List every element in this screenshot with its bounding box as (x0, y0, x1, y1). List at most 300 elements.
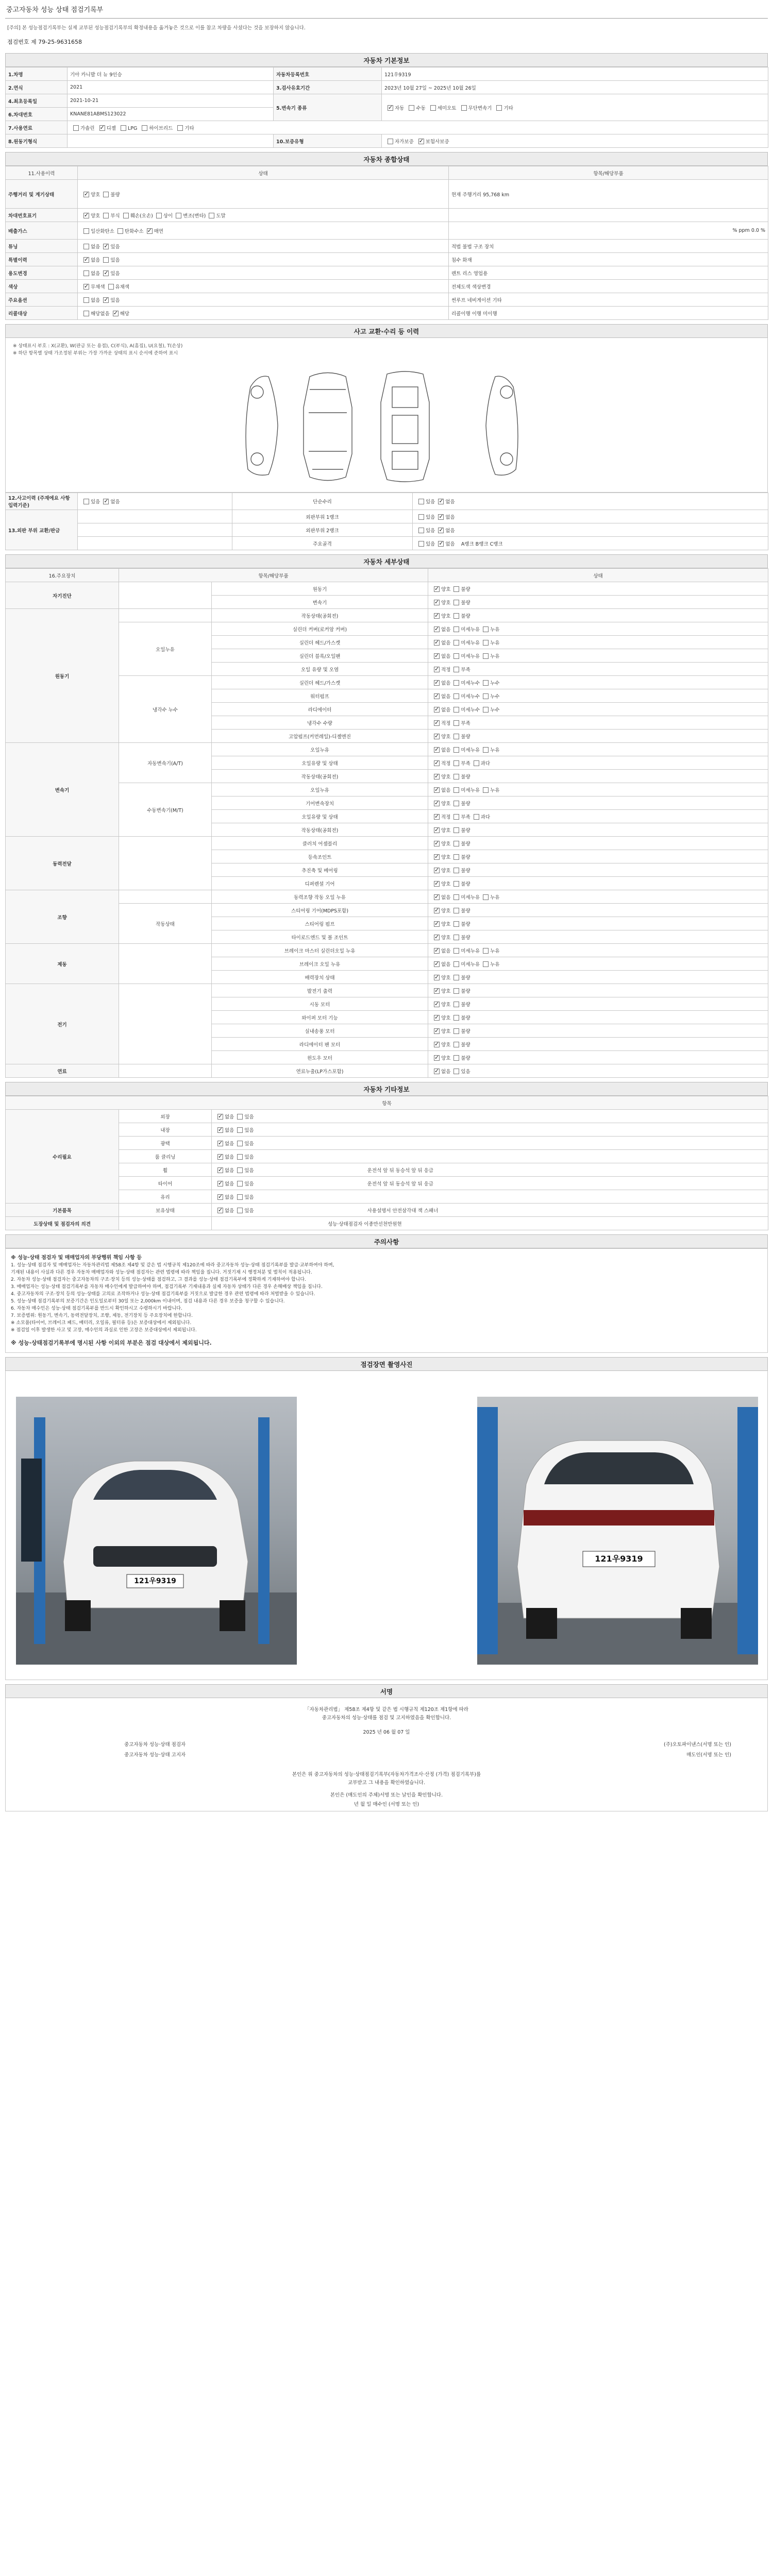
checkbox-icon[interactable] (217, 1127, 223, 1133)
checkbox-icon[interactable] (434, 626, 440, 632)
checkbox-icon[interactable] (418, 541, 424, 547)
detail-item: 클러치 어셈블리 (212, 837, 428, 850)
checkbox-icon[interactable] (453, 1015, 459, 1021)
checkbox-icon[interactable] (438, 499, 444, 504)
checkbox-icon[interactable] (483, 626, 489, 632)
checkbox-icon[interactable] (217, 1141, 223, 1146)
overall-label: 차대번호표기 (6, 209, 78, 222)
option-label: 불량 (461, 774, 470, 780)
overall-right: 침수 화재 (449, 253, 768, 266)
checkbox-icon[interactable] (483, 948, 489, 954)
notice-warning: ※ 성능·상태점검기록부에 명시된 사항 이외의 부분은 점검 대상에서 제외됩니다. (11, 1339, 212, 1346)
checkbox-icon[interactable] (453, 854, 459, 860)
sign-notifier-value: 매도인(서명 또는 인) (686, 1752, 731, 1758)
checkbox-icon[interactable] (99, 125, 105, 131)
checkbox-icon[interactable] (83, 244, 89, 249)
option-label: 불량 (461, 1028, 470, 1035)
detail-status (428, 676, 768, 689)
report-page (5, 0, 768, 1811)
checkbox-icon[interactable] (434, 881, 440, 887)
detail-status (428, 984, 768, 997)
detail-status (428, 582, 768, 596)
option-label: 있음 (244, 1141, 254, 1147)
checkbox-icon[interactable] (453, 975, 459, 980)
checkbox-icon[interactable] (453, 1028, 459, 1034)
detail-item: 변속기 (212, 596, 428, 609)
checkbox-icon[interactable] (434, 600, 440, 605)
checkbox-icon[interactable] (434, 1015, 440, 1021)
detail-status (428, 850, 768, 863)
checkbox-icon[interactable] (453, 1042, 459, 1047)
other-table (5, 1096, 768, 1230)
checkbox-icon[interactable] (434, 693, 440, 699)
option-label: 양호 (441, 935, 451, 941)
option-label: 양호 (441, 801, 451, 807)
checkbox-icon[interactable] (434, 961, 440, 967)
option-label: 누수 (490, 680, 500, 686)
other-item (119, 1217, 212, 1230)
checkbox-icon[interactable] (103, 213, 109, 218)
checkbox-icon[interactable] (453, 600, 459, 605)
checkbox-icon[interactable] (237, 1208, 243, 1213)
notice-line: ※ 점검일 이후 발생한 사고 및 고장, 매수인의 과실로 인한 고장은 보증대상에서 제외됩니다. (11, 1327, 197, 1333)
damage-label: 13.외판 부위 교환/판금 (6, 510, 78, 550)
checkbox-icon[interactable] (453, 707, 459, 713)
detail-status (428, 756, 768, 770)
other-extra: 운전석 앞 뒤 동승석 앞 뒤 응급 (367, 1181, 433, 1187)
checkbox-icon[interactable] (453, 774, 459, 779)
detail-status (428, 1024, 768, 1038)
checkbox-icon[interactable] (453, 586, 459, 592)
checkbox-icon[interactable] (217, 1181, 223, 1187)
license-plate-rear: 121우9319 (595, 1553, 643, 1564)
checkbox-icon[interactable] (453, 1002, 459, 1007)
checkbox-icon[interactable] (453, 760, 459, 766)
photo-front (16, 1397, 297, 1665)
option-label: 적정 (441, 667, 451, 673)
section-damage-title: 사고 교환·수리 등 이력 (5, 324, 768, 338)
checkbox-icon[interactable] (434, 801, 440, 806)
checkbox-icon[interactable] (453, 988, 459, 994)
option-label: 누수 (490, 707, 500, 713)
damage-sub: 외판부위 1랭크 (232, 510, 413, 523)
detail-subgroup: 작동상태 (119, 904, 212, 944)
section-basic-title: 자동차 기본정보 (5, 53, 768, 67)
checkbox-icon[interactable] (418, 139, 424, 144)
option-label: 적정 (441, 814, 451, 820)
detail-status (428, 743, 768, 756)
checkbox-icon[interactable] (217, 1194, 223, 1200)
checkbox-icon[interactable] (453, 787, 459, 793)
checkbox-icon[interactable] (388, 105, 393, 111)
checkbox-icon[interactable] (453, 626, 459, 632)
option-label: 미세누유 (461, 640, 480, 646)
detail-row (6, 609, 768, 622)
detail-status (428, 944, 768, 957)
detail-item: 스티어링 펌프 (212, 917, 428, 930)
damage-status: 있음✓ 없음 (413, 510, 768, 523)
checkbox-icon[interactable] (483, 961, 489, 967)
basic-value: 2021 (68, 81, 274, 94)
option-label: 양호 (441, 881, 451, 887)
checkbox-icon[interactable] (483, 653, 489, 659)
detail-item: 실린더 헤드/가스켓 (212, 636, 428, 649)
basic-value: 2023년 10월 27일 ~ 2025년 10월 26일 (382, 81, 768, 94)
signature-area (5, 1698, 768, 1811)
detail-status (428, 663, 768, 676)
detail-subgroup: 오일누유 (119, 622, 212, 676)
checkbox-icon[interactable] (83, 192, 89, 197)
checkbox-icon[interactable] (483, 693, 489, 699)
detail-item: 라디에이터 팬 모터 (212, 1038, 428, 1051)
option-label: 있음 (461, 1069, 470, 1075)
checkbox-icon[interactable] (434, 1028, 440, 1034)
checkbox-icon[interactable] (83, 499, 89, 504)
checkbox-icon[interactable] (217, 1114, 223, 1120)
checkbox-icon[interactable] (434, 921, 440, 927)
detail-item: 오일누유 (212, 783, 428, 796)
option-label: 누유 (490, 894, 500, 901)
other-extra: 운전석 앞 뒤 동승석 앞 뒤 응급 (367, 1167, 433, 1174)
checkbox-icon[interactable] (103, 244, 109, 249)
checkbox-icon[interactable] (434, 935, 440, 940)
other-status (212, 1177, 768, 1190)
checkbox-icon[interactable] (474, 814, 479, 820)
option-label: 미세누유 (461, 626, 480, 633)
detail-item: 발전기 출력 (212, 984, 428, 997)
checkbox-icon[interactable] (453, 734, 459, 739)
detail-item: 시동 모터 (212, 997, 428, 1011)
detail-status (428, 609, 768, 622)
checkbox-icon[interactable] (453, 868, 459, 873)
checkbox-icon[interactable] (388, 139, 393, 144)
checkbox-icon[interactable] (434, 1055, 440, 1061)
option-label: 없음 (441, 1069, 451, 1075)
detail-status (428, 823, 768, 837)
detail-item: 배력장치 상태 (212, 971, 428, 984)
detail-subgroup (119, 1064, 212, 1078)
option-label: 양호 (441, 613, 451, 619)
other-item: 휠 (119, 1163, 212, 1177)
detail-item: 실린더 헤드/가스켓 (212, 676, 428, 689)
option-label: 적정 (441, 760, 451, 767)
checkbox-icon[interactable] (453, 961, 459, 967)
checkbox-icon[interactable] (83, 213, 89, 218)
checkbox-icon[interactable] (83, 228, 89, 234)
checkbox-icon[interactable] (430, 105, 436, 111)
checkbox-icon[interactable] (83, 297, 89, 303)
checkbox-icon[interactable] (434, 1069, 440, 1074)
detail-status (428, 730, 768, 743)
basic-label: 자동차등록번호 (274, 67, 382, 81)
checkbox-icon[interactable] (483, 894, 489, 900)
option-label: 불량 (461, 881, 470, 887)
detail-item: 브레이크 마스터 실린더오일 누유 (212, 944, 428, 957)
notice-text: [주의] 본 성능점검기록부는 실제 교부된 성능점검기록부의 확정내용을 옮겨놓은 것으로 이를 참고 차량을 사셨다는 것을 보장하지 않습니다. (7, 25, 306, 31)
detail-status (428, 1011, 768, 1024)
checkbox-icon[interactable] (453, 720, 459, 726)
checkbox-icon[interactable] (237, 1114, 243, 1120)
detail-item: 연료누출(LP가스포함) (212, 1064, 428, 1078)
checkbox-icon[interactable] (434, 827, 440, 833)
option-label: 양호 (441, 600, 451, 606)
option-label: 불량 (461, 921, 470, 927)
option-label: 없음 (225, 1181, 234, 1187)
checkbox-icon[interactable] (434, 787, 440, 793)
checkbox-icon[interactable] (108, 284, 114, 290)
detail-status (428, 890, 768, 904)
checkbox-icon[interactable] (483, 707, 489, 713)
option-label: 불량 (461, 600, 470, 606)
checkbox-icon[interactable] (237, 1141, 243, 1146)
checkbox-icon[interactable] (434, 988, 440, 994)
cert-number: 점검번호 제 79-25-9631658 (7, 39, 82, 46)
checkbox-icon[interactable] (434, 841, 440, 846)
option-label: 없음 (441, 680, 451, 686)
checkbox-icon[interactable] (434, 653, 440, 659)
checkbox-icon[interactable] (103, 297, 109, 303)
option-label: 부족 (461, 760, 470, 767)
checkbox-icon[interactable] (434, 760, 440, 766)
checkbox-icon[interactable] (434, 1042, 440, 1047)
detail-subgroup (119, 944, 212, 984)
overall-right: 현재 주행거리 95,768 km (449, 180, 768, 209)
other-row (6, 1163, 768, 1177)
checkbox-icon[interactable] (209, 213, 214, 218)
checkbox-icon[interactable] (409, 105, 414, 111)
other-extra: 사용설명서 안전삼각대 잭 스패너 (367, 1208, 439, 1214)
checkbox-icon[interactable] (483, 640, 489, 646)
fuel-options: 가솔린 ✓ 디젤 LPG 하이브리드 기타 (68, 121, 768, 134)
checkbox-icon[interactable] (438, 514, 444, 520)
checkbox-icon[interactable] (177, 125, 183, 131)
checkbox-icon[interactable] (483, 787, 489, 793)
basic-label: 2.연식 (6, 81, 68, 94)
checkbox-icon[interactable] (103, 499, 109, 504)
checkbox-icon[interactable] (217, 1154, 223, 1160)
checkbox-icon[interactable] (434, 948, 440, 954)
checkbox-icon[interactable] (434, 613, 440, 619)
other-item: 룸 클리닝 (119, 1150, 212, 1163)
notice-line: ※ 소모품(타이어, 브레이크 패드, 배터리, 오일류, 필터류 등)은 보증대상에서 제외됩니다. (11, 1320, 192, 1326)
option-label: 부족 (461, 720, 470, 726)
detail-table (5, 568, 768, 1078)
detail-status (428, 622, 768, 636)
checkbox-icon[interactable] (434, 854, 440, 860)
checkbox-icon[interactable] (103, 270, 109, 276)
checkbox-icon[interactable] (418, 514, 424, 520)
option-label: 미세누수 (461, 680, 480, 686)
detail-group: 조향 (6, 890, 119, 944)
checkbox-icon[interactable] (434, 908, 440, 913)
option-label: 불량 (461, 975, 470, 981)
checkbox-icon[interactable] (496, 105, 502, 111)
option-label: 부족 (461, 667, 470, 673)
checkbox-icon[interactable] (453, 827, 459, 833)
checkbox-icon[interactable] (434, 747, 440, 753)
checkbox-icon[interactable] (237, 1194, 243, 1200)
checkbox-icon[interactable] (434, 868, 440, 873)
checkbox-icon[interactable] (434, 894, 440, 900)
section-photo-title: 점검장면 촬영사진 (5, 1357, 768, 1371)
detail-row (6, 890, 768, 904)
checkbox-icon[interactable] (217, 1208, 223, 1213)
checkbox-icon[interactable] (147, 228, 153, 234)
option-label: 없음 (441, 653, 451, 659)
section-other-title: 자동차 기타정보 (5, 1082, 768, 1096)
checkbox-icon[interactable] (103, 192, 109, 197)
damage-sub: 외판부위 2랭크 (232, 523, 413, 537)
detail-subgroup (119, 609, 212, 622)
checkbox-icon[interactable] (121, 125, 126, 131)
basic-label: 6.차대번호 (6, 108, 68, 121)
checkbox-icon[interactable] (237, 1127, 243, 1133)
overall-right: 전체도색 색상변경 (449, 280, 768, 293)
option-label: 양호 (441, 841, 451, 847)
detail-item: 추진축 및 베어링 (212, 863, 428, 877)
checkbox-icon[interactable] (83, 257, 89, 263)
checkbox-icon[interactable] (453, 894, 459, 900)
checkbox-icon[interactable] (103, 257, 109, 263)
checkbox-icon[interactable] (453, 841, 459, 846)
license-plate-front: 121우9319 (134, 1577, 176, 1585)
other-item: 외장 (119, 1110, 212, 1123)
checkbox-icon[interactable] (474, 760, 479, 766)
checkbox-icon[interactable] (453, 667, 459, 672)
checkbox-icon[interactable] (217, 1167, 223, 1173)
detail-item: 오일누유 (212, 743, 428, 756)
option-label: 없음 (225, 1167, 234, 1174)
checkbox-icon[interactable] (73, 125, 79, 131)
checkbox-icon[interactable] (434, 774, 440, 779)
basic-label: 3.검사유효기간 (274, 81, 382, 94)
option-label: 없음 (225, 1127, 234, 1133)
notice-line: 5. 성능·상태 점검기록부의 보증기간은 인도일로부터 30일 또는 2,000km 이내이며, 점검 내용과 다른 경우 보증을 청구할 수 있습니다. (11, 1298, 285, 1304)
checkbox-icon[interactable] (453, 640, 459, 646)
checkbox-icon[interactable] (156, 213, 162, 218)
checkbox-icon[interactable] (453, 921, 459, 927)
overall-label: 특별이력 (6, 253, 78, 266)
overall-label: 주행거리 및 계기상태 (6, 180, 78, 209)
overall-head: 항목/해당부품 (449, 166, 768, 180)
option-label: 없음 (441, 894, 451, 901)
basic-value: KNANE81ABMS123022 (68, 108, 274, 121)
other-group: 도장상태 및 점검자의 의견 (6, 1217, 119, 1230)
checkbox-icon[interactable] (83, 311, 89, 316)
option-label: 불량 (461, 868, 470, 874)
checkbox-icon[interactable] (438, 541, 444, 547)
checkbox-icon[interactable] (237, 1181, 243, 1187)
notice-line: 2. 자동차 성능·상태 점검자는 중고자동차의 구조·장치 등의 성능·상태를 점검하고, 그 결과를 성능·상태 점검기록부에 정확하게 기재하여야 합니다. (11, 1277, 306, 1283)
checkbox-icon[interactable] (123, 213, 129, 218)
checkbox-icon[interactable] (237, 1167, 243, 1173)
checkbox-icon[interactable] (453, 653, 459, 659)
checkbox-icon[interactable] (453, 801, 459, 806)
detail-item: 디퍼렌셜 기어 (212, 877, 428, 890)
checkbox-icon[interactable] (434, 586, 440, 592)
checkbox-icon[interactable] (483, 747, 489, 753)
photo-area (5, 1371, 768, 1680)
checkbox-icon[interactable] (142, 125, 147, 131)
checkbox-icon[interactable] (434, 814, 440, 820)
checkbox-icon[interactable] (434, 640, 440, 646)
checkbox-icon[interactable] (438, 528, 444, 533)
checkbox-icon[interactable] (453, 680, 459, 686)
checkbox-icon[interactable] (453, 935, 459, 940)
sign-buyer-fields: 년 월 일 매수인 (서명 또는 인) (354, 1801, 419, 1807)
checkbox-icon[interactable] (434, 720, 440, 726)
other-row (6, 1123, 768, 1137)
checkbox-icon[interactable] (453, 1069, 459, 1074)
basic-label: 8.원동기형식 (6, 134, 68, 148)
checkbox-icon[interactable] (434, 975, 440, 980)
detail-item: 오일유량 및 상태 (212, 756, 428, 770)
checkbox-icon[interactable] (453, 613, 459, 619)
checkbox-icon[interactable] (453, 747, 459, 753)
checkbox-icon[interactable] (453, 693, 459, 699)
checkbox-icon[interactable] (237, 1154, 243, 1160)
detail-status (428, 957, 768, 971)
notice-title: ※ 성능·상태 점검자 및 매매업자의 부당행위 책임 사항 등 (11, 1255, 142, 1261)
checkbox-icon[interactable] (434, 680, 440, 686)
option-label: 양호 (441, 774, 451, 780)
detail-status (428, 971, 768, 984)
checkbox-icon[interactable] (117, 228, 123, 234)
overall-status: 없음✓ 있음 (78, 266, 449, 280)
detail-status (428, 596, 768, 609)
option-label: 미세누유 (461, 787, 480, 793)
overall-status: 없음✓ 있음 (78, 240, 449, 253)
checkbox-icon[interactable] (434, 667, 440, 672)
detail-row (6, 582, 768, 596)
checkbox-icon[interactable] (418, 499, 424, 504)
checkbox-icon[interactable] (113, 311, 119, 316)
checkbox-icon[interactable] (461, 105, 467, 111)
checkbox-icon[interactable] (418, 528, 424, 533)
checkbox-icon[interactable] (434, 734, 440, 739)
other-row (6, 1204, 768, 1217)
checkbox-icon[interactable] (453, 814, 459, 820)
detail-group: 전기 (6, 984, 119, 1064)
checkbox-icon[interactable] (434, 1002, 440, 1007)
checkbox-icon[interactable] (453, 908, 459, 913)
checkbox-icon[interactable] (434, 707, 440, 713)
checkbox-icon[interactable] (176, 213, 181, 218)
overall-label: 색상 (6, 280, 78, 293)
checkbox-icon[interactable] (83, 270, 89, 276)
damage-status: 있음✓ 없음 (413, 493, 768, 510)
option-label: 없음 (225, 1208, 234, 1214)
checkbox-icon[interactable] (483, 680, 489, 686)
car-rear-photo-icon (477, 1397, 758, 1665)
detail-item: 브레이크 오일 누유 (212, 957, 428, 971)
detail-row (6, 743, 768, 756)
option-label: 불량 (461, 1042, 470, 1048)
option-label: 양호 (441, 988, 451, 994)
sign-inspector-value: (주)오토파이낸스(서명 또는 인) (664, 1741, 731, 1748)
checkbox-icon[interactable] (453, 1055, 459, 1061)
checkbox-icon[interactable] (453, 948, 459, 954)
basic-info-table (5, 67, 768, 148)
detail-status (428, 636, 768, 649)
checkbox-icon[interactable] (453, 881, 459, 887)
checkbox-icon[interactable] (83, 284, 89, 290)
detail-status (428, 997, 768, 1011)
other-item: 유리 (119, 1190, 212, 1204)
option-label: 없음 (225, 1154, 234, 1160)
detail-status (428, 917, 768, 930)
title-divider (5, 18, 768, 19)
